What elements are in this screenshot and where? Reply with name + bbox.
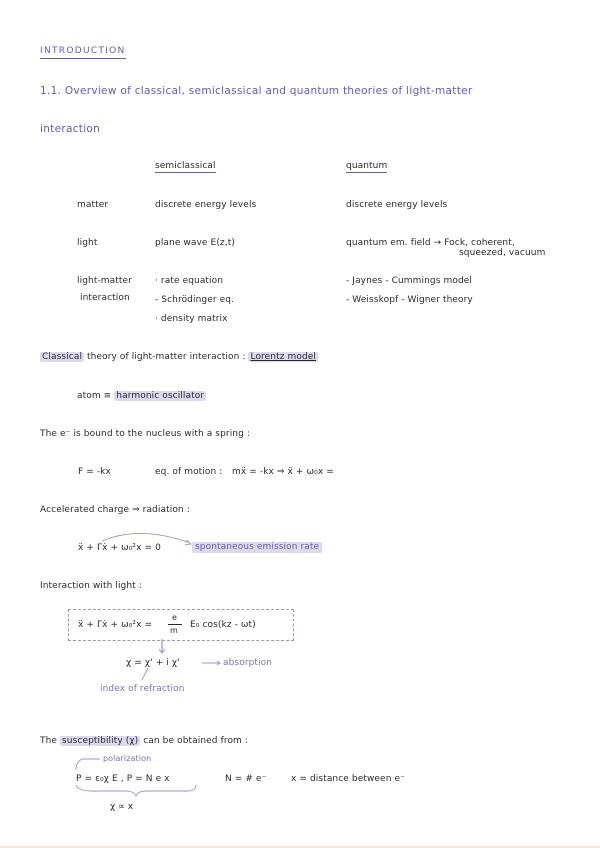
column-header-semiclassical: semiclassical: [155, 161, 216, 171]
chapter-heading: INTRODUCTION: [40, 47, 126, 59]
cell-interaction-semiclassical-1: · rate equation: [155, 276, 224, 286]
force-equation: F = -kx: [78, 467, 111, 477]
section-title-line2: interaction: [40, 123, 101, 135]
driven-equation-right: E₀ cos(kz - ωt): [190, 620, 256, 630]
proportional-relation: χ ∝ x: [110, 802, 134, 812]
eq-motion: mẍ = -kx ⇒ ẍ + ω₀x =: [232, 467, 334, 477]
column-header-quantum: quantum: [346, 161, 388, 171]
curved-arrow-icon: [102, 533, 190, 543]
atom-prefix: atom ≡: [77, 391, 112, 401]
curly-brace-icon: [76, 785, 196, 796]
cell-light-quantum-line2: squeezed, vacuum: [459, 248, 546, 258]
spontaneous-emission-label: spontaneous emission rate: [192, 542, 322, 553]
damped-equation: ẍ + Γẋ + ω₀²x = 0: [78, 543, 161, 553]
cell-interaction-semiclassical-2: - Schrödinger eq.: [155, 295, 235, 305]
row-label-light: light: [77, 238, 98, 248]
cell-matter-quantum: discrete energy levels: [346, 200, 448, 210]
classical-heading: [40, 353, 318, 362]
absorption-label: absorption: [223, 658, 273, 668]
section-title-line1: 1.1. Overview of classical, semiclassical and quantum theories of light-matter: [40, 85, 473, 97]
accelerated-charge-line: Accelerated charge ⇒ radiation :: [40, 505, 190, 515]
row-label-interaction-line2: interaction: [80, 293, 130, 303]
x-definition: x = distance between e⁻: [291, 774, 405, 784]
cell-light-semiclassical: plane wave E(z,t): [155, 238, 235, 248]
polarization-label: polarization: [103, 754, 152, 763]
lorentz-model-highlight: Lorentz model: [250, 352, 317, 362]
driven-equation-left: ẍ + Γẋ + ω₀²x =: [78, 620, 153, 630]
fraction-bar: [168, 624, 182, 625]
spring-line: The e⁻ is bound to the nucleus with a spring :: [40, 429, 251, 439]
susceptibility-highlight: susceptibility (χ): [62, 736, 139, 746]
eq-motion-label: eq. of motion :: [155, 467, 223, 477]
classical-highlight: Classical: [42, 352, 83, 362]
susceptibility-line: [40, 737, 248, 746]
atom-line: [77, 392, 206, 401]
refraction-pointer-icon: [142, 668, 148, 680]
cell-matter-semiclassical: discrete energy levels: [155, 200, 257, 210]
fraction-denominator: m: [170, 626, 178, 635]
fraction-numerator: e: [172, 613, 178, 622]
refraction-label: index of refraction: [100, 684, 185, 694]
susceptibility-rest: can be obtained from :: [143, 736, 249, 746]
cell-interaction-quantum-1: - Jaynes - Cummings model: [346, 276, 473, 286]
row-label-interaction-line1: light-matter: [77, 276, 132, 286]
susceptibility-complex-equation: χ = χ' + i χ': [126, 658, 180, 668]
cell-interaction-quantum-2: - Weisskopf - Wigner theory: [346, 295, 473, 305]
harmonic-oscillator-highlight: harmonic oscillator: [116, 391, 205, 401]
polarization-bracket-icon: [76, 759, 100, 770]
cell-light-quantum-line1: quantum em. field → Fock, coherent,: [346, 238, 515, 248]
cell-interaction-semiclassical-3: · density matrix: [155, 314, 228, 324]
n-definition: N = # e⁻: [225, 774, 267, 784]
row-label-matter: matter: [77, 200, 109, 210]
susceptibility-prefix: The: [40, 736, 58, 746]
classical-heading-text: theory of light-matter interaction :: [87, 352, 246, 362]
polarization-equation: P = ε₀χ E , P = N e x: [76, 774, 170, 784]
interaction-heading: Interaction with light :: [40, 581, 142, 591]
